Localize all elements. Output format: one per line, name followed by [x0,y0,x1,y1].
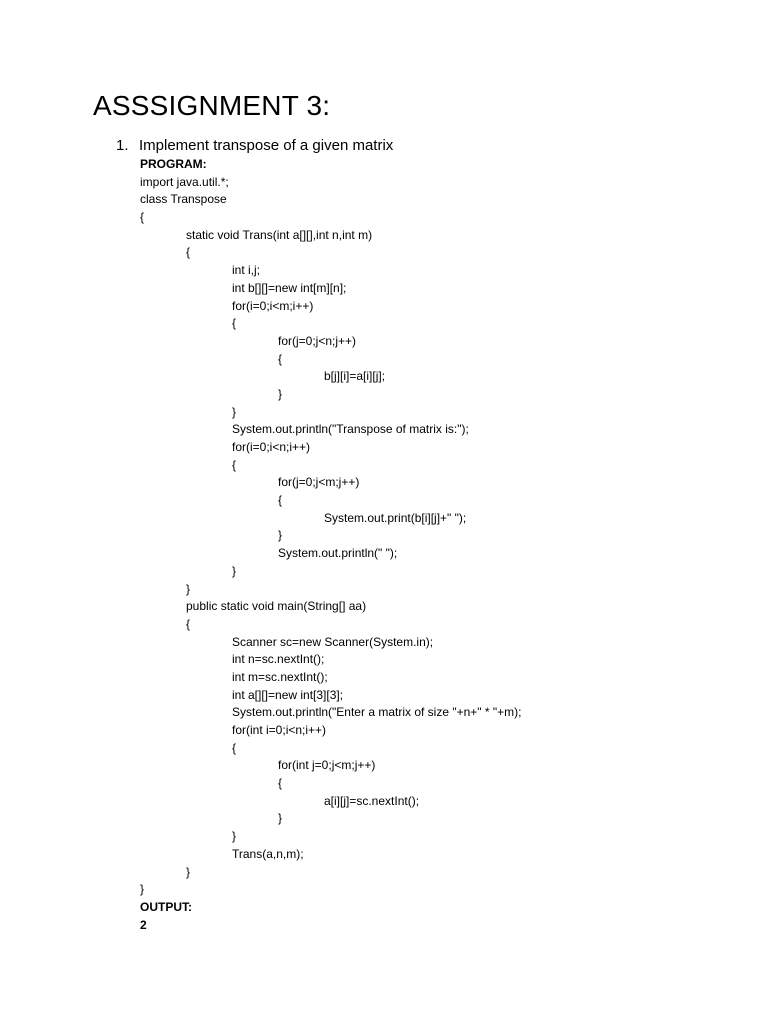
code-line: Scanner sc=new Scanner(System.in); [232,634,434,649]
code-line: for(i=0;i<m;i++) [232,298,314,313]
code-line: { [278,776,283,791]
code-line: } [232,563,237,578]
code-line: { [140,210,145,225]
question-text: Implement transpose of a given matrix [139,137,394,154]
code-line: int i,j; [232,263,261,278]
code-line: { [232,316,237,331]
code-line: Trans(a,n,m); [232,846,304,861]
code-line: for(j=0;j<n;j++) [278,333,357,348]
code-line: { [278,493,283,508]
code-line: 2 [140,917,147,932]
code-line: { [186,616,191,631]
code-line: { [232,740,237,755]
code-line: int a[][]=new int[3][3]; [232,687,344,702]
code-line: b[j][i]=a[i][j]; [324,369,386,384]
code-line: } [278,811,283,826]
code-line: int n=sc.nextInt(); [232,652,325,667]
question-heading [116,136,393,156]
code-line: } [278,528,283,543]
code-line: System.out.println("Enter a matrix of size "+n+" * "+m); [232,705,522,720]
code-listing [140,156,521,934]
code-line: System.out.println("Transpose of matrix is:"); [232,422,469,437]
code-line: for(j=0;j<m;j++) [278,475,360,490]
code-line: } [232,829,237,844]
code-line: } [140,882,145,897]
code-line: public static void main(String[] aa) [186,599,367,614]
code-line: System.out.print(b[i][j]+" "); [324,510,467,525]
code-line: PROGRAM: [140,157,207,171]
code-line: { [232,457,237,472]
code-line: import java.util.*; [140,174,229,189]
code-line: int b[][]=new int[m][n]; [232,280,347,295]
code-line: int m=sc.nextInt(); [232,669,328,684]
code-line: class Transpose [140,192,227,207]
code-line: } [232,404,237,419]
code-line: } [186,864,191,879]
code-line: } [186,581,191,596]
code-line: for(i=0;i<n;i++) [232,440,311,454]
code-line: { [278,351,283,366]
question-number: 1. [116,137,129,154]
code-line: System.out.println(" "); [278,546,398,561]
code-line: } [278,386,283,401]
code-line: static void Trans(int a[][],int n,int m) [186,227,373,242]
code-line: for(int j=0;j<m;j++) [278,758,376,773]
page-title: ASSSIGNMENT 3: [93,90,331,121]
code-line: for(int i=0;i<n;i++) [232,723,327,737]
code-line: OUTPUT: [140,899,192,914]
code-line: { [186,245,191,260]
code-line: a[i][j]=sc.nextInt(); [324,793,420,808]
